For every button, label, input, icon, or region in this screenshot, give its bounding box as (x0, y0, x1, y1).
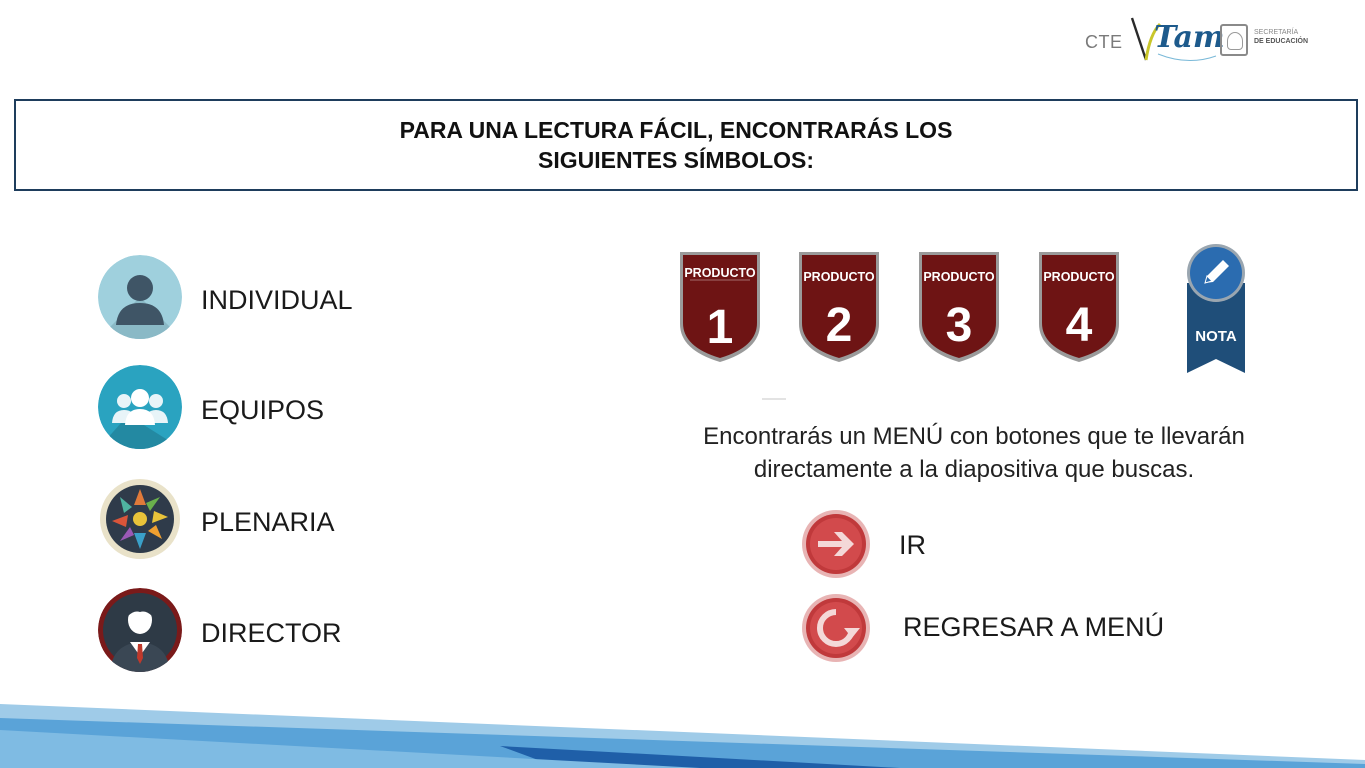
product-badge-4[interactable] (1037, 250, 1121, 364)
footer-stripe (0, 690, 1365, 768)
state-seal-icon (1220, 24, 1248, 56)
header-logos (1082, 14, 1312, 66)
nota-badge[interactable] (1183, 243, 1249, 375)
tam-logo-text: Tam (1154, 20, 1225, 55)
product-badge-title: PRODUCTO (803, 270, 875, 284)
product-badge-number: 4 (1065, 299, 1093, 352)
role-label: INDIVIDUAL (201, 285, 353, 315)
director-icon (98, 588, 182, 672)
menu-description: Encontrarás un MENÚ con botones que te llevarán directamente a la diapositiva que buscas. (703, 423, 1245, 483)
product-badge-title: PRODUCTO (1043, 270, 1115, 284)
title-banner (14, 99, 1358, 191)
product-badge-number: 3 (945, 299, 973, 352)
plenaria-icon (98, 477, 182, 561)
role-label: PLENARIA (201, 507, 335, 537)
product-badge-3[interactable] (917, 250, 1001, 364)
role-director[interactable] (98, 588, 428, 674)
secretaria-logo (1254, 28, 1308, 46)
divider (762, 398, 786, 400)
page-title (326, 115, 1026, 175)
nota-ribbon (1183, 243, 1249, 375)
product-badge-number: 1 (706, 301, 734, 354)
product-badge-2[interactable] (797, 250, 881, 364)
title-line-1: PARA UNA LECTURA FÁCIL, ENCONTRARÁS LOS (399, 117, 953, 143)
regresar-menu-label[interactable]: REGRESAR A MENÚ (903, 612, 1165, 642)
secretaria-line1: SECRETARÍA (1254, 29, 1299, 36)
cte-logo: CTE (1085, 32, 1123, 52)
nota-label: NOTA (1195, 328, 1237, 345)
secretaria-line2: DE EDUCACIÓN (1254, 38, 1309, 45)
title-line-2: SIGUIENTES SÍMBOLOS: (537, 147, 815, 173)
product-badge-title: PRODUCTO (684, 266, 756, 280)
ir-label[interactable]: IR (899, 530, 926, 560)
regresar-menu-button[interactable] (800, 592, 872, 664)
ir-button[interactable] (800, 508, 872, 580)
arrow-right-icon (800, 508, 872, 580)
role-equipos[interactable] (98, 365, 428, 451)
role-individual[interactable] (98, 255, 428, 341)
role-label: DIRECTOR (201, 618, 342, 648)
product-badge-title: PRODUCTO (923, 270, 995, 284)
product-badge-1[interactable] (678, 250, 762, 364)
role-plenaria[interactable] (98, 477, 428, 563)
equipos-icon (98, 365, 182, 449)
individual-icon (98, 255, 182, 339)
product-badge-number: 2 (825, 299, 853, 352)
role-label: EQUIPOS (201, 395, 325, 425)
return-icon (800, 592, 872, 664)
